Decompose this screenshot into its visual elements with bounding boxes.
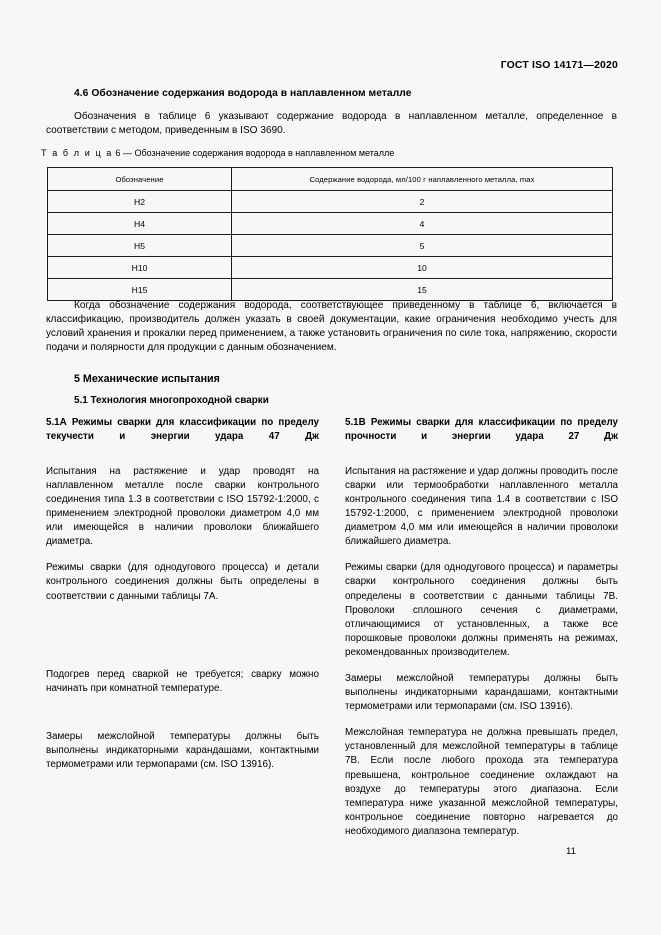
cell-designation: H15 [48, 279, 232, 301]
heading-clause-5-1-A: 5.1А Режимы сварки для классификации по пределу текучести и энергии удара 47 Дж [46, 417, 319, 442]
column-left-spacer-2 [46, 708, 319, 730]
table-6 [47, 167, 613, 301]
table-6-caption [41, 148, 394, 158]
column-left-body [46, 465, 319, 772]
paragraph-after-table-wrapper [46, 299, 617, 355]
paragraph-5-1-A-1: Испытания на растяжение и удар проводят на наплавленном металле после сварки контрольного соединения типа 1.3 в соответствии с ISO 15792-1:2000, с применением электродной проволоки диаметром 4,0 мм или имеющейся в наличии проволоки ближайшего диаметра. [46, 465, 319, 548]
paragraph-text: Обозначения в таблице 6 указывают содержание водорода в наплавленном металле, определенное в соответствии с методом, приведенным в ISO 3690. [46, 111, 617, 137]
paragraph-clause-4-6 [46, 110, 617, 138]
column-right [345, 416, 618, 839]
heading-clause-5-1-B: 5.1В Режимы сварки для классификации по пределу прочности и энергии удара 27 Дж [345, 417, 618, 442]
paragraph-5-1-A-4: Замеры межслойной температуры должны быть выполнены индикаторными карандашами, контактными термометрами или термопарами (см. ISO 13916). [46, 730, 319, 770]
table-caption-title: Обозначение содержания водорода в наплавленном металле [134, 148, 395, 158]
table-row [48, 279, 613, 301]
table-row [48, 191, 613, 213]
page-number: 11 [566, 846, 576, 857]
paragraph-5-1-B-1: Испытания на растяжение и удар должны проводить после сварки или термообработки наплавленного металла контрольного соединения типа 1.4 в соответствии с ISO 15792-1:2000, с применением электродной проволоки диаметром 4,0 мм или имеющейся в наличии проволоки ближайшего диаметра. [345, 465, 618, 548]
cell-designation: H5 [48, 235, 232, 257]
cell-designation: H10 [48, 257, 232, 279]
table-caption-number: 6 [115, 148, 121, 158]
cell-value: 5 [232, 235, 613, 257]
cell-value: 10 [232, 257, 613, 279]
paragraph-5-1-B-4: Межслойная температура не должна превышать предел, установленный для межслойной температуры в таблице 7В. Если после любого прохода эта температура превышена, контрольное соединение охлаждают на воздухе до температуры этого диапазона. Если температура ниже указанной межслойной температуры, контрольное соединение повторно нагревается до необходимого диапазона температур. [345, 727, 618, 837]
cell-value: 2 [232, 191, 613, 213]
table-header-designation: Обозначение [48, 168, 232, 191]
paragraph-5-1-A-2: Режимы сварки (для однодугового процесса) и детали контрольного соединения должны быть определены в соответствии с данными таблицы 7А. [46, 562, 319, 602]
table-row [48, 213, 613, 235]
paragraph-5-1-B-3: Замеры межслойной температуры должны быть выполнены индикаторными карандашами, контактными термометрами или термопарами (см. ISO 13916). [345, 673, 618, 713]
table-caption-dash: — [122, 148, 132, 158]
cell-value: 4 [232, 213, 613, 235]
paragraph-5-1-B-2: Режимы сварки (для однодугового процесса) и параметры сварки контрольного соединения должны быть определены в соответствии с данными таблицы 7В. Проволоки сплошного сечения с диаметрами, отличающимися от установленных, а также все порошковые проволоки должны применять на режимах, рекомендованных производителем. [345, 562, 618, 658]
table-caption-label: Т а б л и ц а [41, 148, 113, 158]
paragraph-clause-4-6-wrapper [46, 110, 617, 138]
cell-designation: H2 [48, 191, 232, 213]
cell-designation: H4 [48, 213, 232, 235]
table-header-row [48, 168, 613, 191]
running-header: ГОСТ ISO 14171—2020 [500, 60, 618, 71]
column-left-spacer [46, 616, 319, 668]
paragraph-after-table [46, 299, 617, 355]
heading-clause-5-1: 5.1 Технология многопроходной сварки [74, 395, 269, 406]
table-row [48, 235, 613, 257]
heading-clause-5: 5 Механические испытания [74, 373, 220, 385]
table-row [48, 257, 613, 279]
column-left [46, 416, 319, 772]
paragraph-5-1-A-3: Подогрев перед сваркой не требуется; сварку можно начинать при комнатной температуре. [46, 668, 319, 694]
heading-clause-4-6: 4.6 Обозначение содержания водорода в наплавленном металле [74, 88, 412, 99]
column-right-body [345, 465, 618, 839]
table-header-hydrogen-content: Содержание водорода, мл/100 г наплавленного металла, max [232, 168, 613, 191]
paragraph-text: Когда обозначение содержания водорода, соответствующее приведенному в таблице 6, включается в классификацию, производитель должен указать в своей документации, какие ограничения необходимо учесть для условий хранения и прокалки перед применением, а также установить ограничения по силе тока, напряжению, скорости подачи и полярности для продукции с данным обозначением. [46, 300, 617, 354]
cell-value: 15 [232, 279, 613, 301]
